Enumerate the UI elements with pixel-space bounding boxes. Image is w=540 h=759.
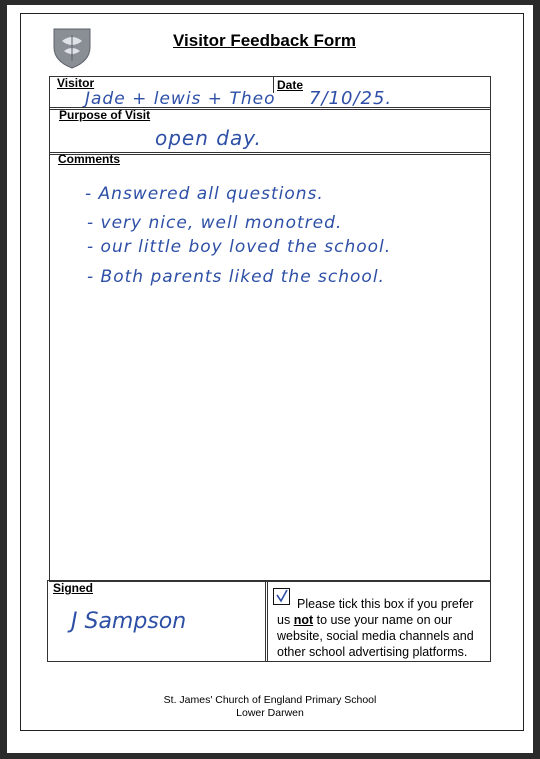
consent-text-pre: Please tick this box if you prefer us — [277, 597, 474, 627]
visitor-label: Visitor — [57, 76, 95, 90]
school-crest-icon — [52, 27, 92, 69]
consent-text-not: not — [293, 613, 314, 627]
date-value: 7/10/25. — [309, 88, 393, 109]
comment-line: - very nice, well monotred. — [87, 213, 343, 233]
comment-line: - Answered all questions. — [85, 184, 324, 204]
consent-text-post: to use your name on our website, social media channels and other school advertising platforms. — [277, 613, 474, 659]
purpose-label: Purpose of Visit — [59, 108, 151, 122]
form-title: Visitor Feedback Form — [173, 31, 356, 50]
date-label: Date — [277, 78, 304, 92]
signature: J Sampson — [71, 609, 187, 634]
comments-label: Comments — [58, 152, 121, 166]
signed-label: Signed — [53, 581, 94, 595]
comment-line: - our little boy loved the school. — [87, 237, 392, 257]
form-page — [7, 5, 533, 753]
visitor-value: Jade + lewis + Theo — [85, 89, 276, 109]
comment-line: - Both parents liked the school. — [87, 267, 385, 287]
footer-school-name: St. James' Church of England Primary School — [163, 694, 377, 706]
purpose-value: open day. — [155, 126, 262, 150]
consent-text — [277, 596, 489, 660]
footer-location: Lower Darwen — [236, 707, 304, 719]
